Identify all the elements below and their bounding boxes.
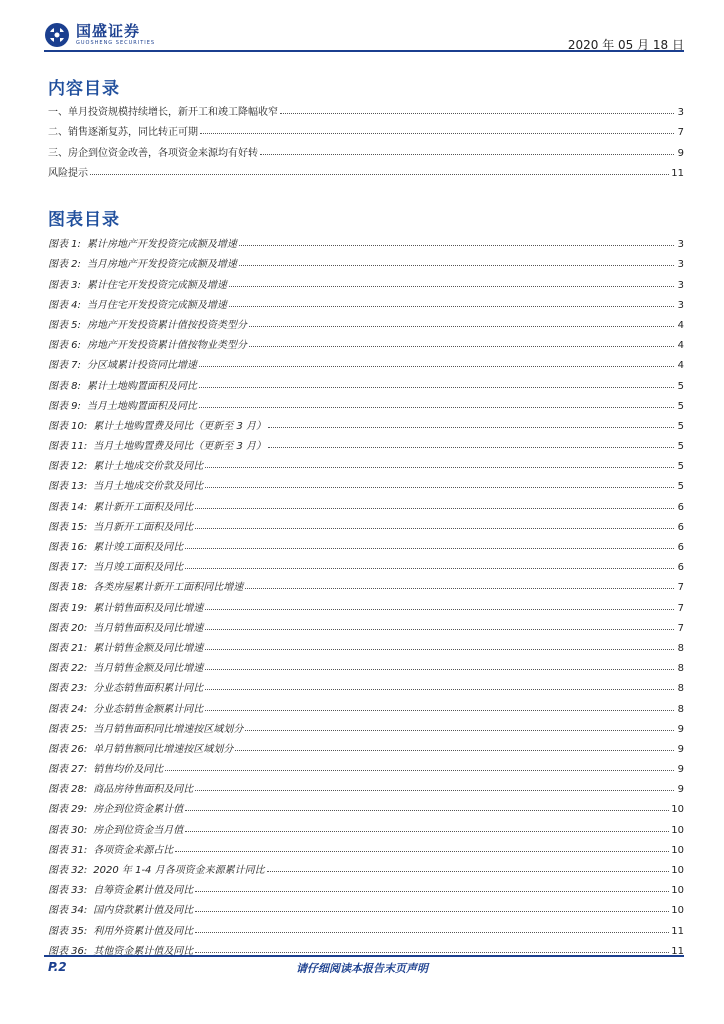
- toc-entry-label: [48, 619, 203, 634]
- toc-page-number: 10: [671, 885, 684, 897]
- brand-logo-icon: [44, 22, 70, 48]
- figure-number: 图表 25:: [48, 723, 88, 735]
- toc-entry-label: [48, 336, 247, 351]
- page-number: P.2: [48, 960, 67, 974]
- figure-number: 图表 34:: [48, 905, 88, 917]
- toc-page-number: 9: [677, 743, 684, 755]
- toc-entry-label: [48, 255, 237, 270]
- toc-row[interactable]: [48, 159, 684, 179]
- toc-row[interactable]: [48, 392, 684, 412]
- toc-entry-label: [48, 296, 227, 311]
- toc-row[interactable]: [48, 876, 684, 896]
- toc-page-number: 10: [671, 905, 684, 917]
- dot-leader: [235, 750, 674, 751]
- figure-number: 图表 18:: [48, 582, 88, 594]
- dot-leader: [185, 831, 669, 832]
- figure-title: 当月土地成交价款及同比: [93, 481, 204, 493]
- toc-row[interactable]: [48, 795, 684, 815]
- toc-entry-label: [48, 639, 203, 654]
- dot-leader: [195, 790, 674, 791]
- toc-page-number: 6: [677, 542, 684, 553]
- toc-entry-label: [48, 123, 198, 138]
- figure-title: 累计住宅开发投资完成额及增速: [86, 279, 227, 291]
- dot-leader: [249, 326, 674, 327]
- dot-leader: [199, 387, 674, 388]
- contents-heading: 内容目录: [48, 79, 120, 99]
- toc-entry-label: [48, 679, 203, 694]
- figure-title: 商品房待售面积及同比: [93, 784, 194, 796]
- figure-title: 分区域累计投资同比增速: [86, 360, 197, 372]
- toc-page-number: 7: [677, 127, 684, 139]
- figure-title: 当月土地购置面积及同比: [86, 400, 197, 412]
- dot-leader: [195, 891, 669, 892]
- toc-page-number: 9: [677, 764, 684, 776]
- toc-entry-label: [48, 397, 197, 412]
- dot-leader: [200, 133, 674, 134]
- figure-number: 图表 32:: [48, 865, 88, 876]
- toc-row[interactable]: [48, 937, 684, 957]
- figure-title: 累计销售金额及同比增速: [93, 642, 204, 654]
- figures-heading: 图表目录: [48, 210, 120, 230]
- contents-entry-title: 三、房企到位资金改善，各项资金来源均有好转: [48, 147, 258, 159]
- toc-row[interactable]: [48, 856, 684, 876]
- toc-row[interactable]: [48, 916, 684, 936]
- toc-entry-label: [48, 518, 193, 533]
- toc-entry-label: [48, 740, 233, 755]
- toc-row[interactable]: [48, 735, 684, 755]
- figure-number: 图表 28:: [48, 784, 88, 796]
- dot-leader: [205, 669, 674, 670]
- page-header: [44, 18, 684, 52]
- toc-row[interactable]: [48, 533, 684, 553]
- toc-row[interactable]: [48, 634, 684, 654]
- figure-number: 图表 29:: [48, 804, 88, 816]
- toc-row[interactable]: [48, 492, 684, 512]
- toc-page-number: 5: [677, 420, 684, 432]
- toc-page-number: 11: [671, 945, 684, 957]
- toc-page-number: 6: [677, 501, 684, 513]
- toc-page-number: 9: [677, 784, 684, 796]
- figure-number: 图表 36:: [48, 945, 88, 957]
- toc-page-number: 3: [677, 259, 684, 271]
- dot-leader: [205, 609, 674, 610]
- figure-number: 图表 20:: [48, 622, 88, 634]
- toc-row[interactable]: [48, 270, 684, 290]
- toc-page-number: 5: [677, 380, 684, 392]
- toc-row[interactable]: [48, 230, 684, 250]
- contents-entry-title: 一、单月投资规模持续增长，新开工和竣工降幅收窄: [48, 107, 278, 119]
- figure-number: 图表 33:: [48, 885, 88, 897]
- dot-leader: [229, 286, 674, 287]
- dot-leader: [195, 932, 669, 933]
- figure-title: 房企到位资金当月值: [93, 824, 184, 836]
- figure-number: 图表 12:: [48, 461, 88, 473]
- toc-page-number: 3: [677, 107, 684, 119]
- figure-title: 当月新开工面积及同比: [93, 521, 194, 533]
- dot-leader: [199, 407, 674, 408]
- footer-divider: [44, 955, 684, 957]
- toc-entry-label: [48, 760, 163, 775]
- figure-title: 分业态销售金额累计同比: [93, 703, 204, 715]
- disclaimer-note: 请仔细阅读本报告末页声明: [296, 962, 428, 975]
- toc-entry-label: [48, 841, 173, 856]
- figure-title: 各项资金来源占比: [93, 844, 174, 856]
- toc-row[interactable]: [48, 553, 684, 573]
- figure-title: 当月土地购置费及同比（更新至 3 月）: [93, 441, 267, 453]
- figure-number: 图表 31:: [48, 844, 88, 856]
- toc-page-number: 5: [677, 461, 684, 473]
- figure-number: 图表 27:: [48, 764, 88, 776]
- toc-page-number: 9: [677, 147, 684, 159]
- figure-number: 图表 15:: [48, 521, 88, 533]
- toc-entry-label: [48, 800, 183, 815]
- figure-number: 图表 26:: [48, 743, 88, 755]
- toc-page-number: 3: [677, 239, 684, 251]
- figures-list: [48, 230, 684, 957]
- figure-title: 累计土地成交价款及同比: [93, 461, 204, 473]
- dot-leader: [199, 366, 674, 367]
- toc-page-number: 11: [671, 925, 684, 937]
- dot-leader: [205, 629, 674, 630]
- figure-title: 累计竣工面积及同比: [93, 542, 184, 553]
- toc-page-number: 10: [671, 865, 684, 876]
- toc-row[interactable]: [48, 98, 684, 118]
- toc-row[interactable]: [48, 250, 684, 270]
- dot-leader: [229, 306, 674, 307]
- toc-page-number: 4: [677, 360, 684, 372]
- toc-row[interactable]: [48, 513, 684, 533]
- figure-title: 累计土地购置面积及同比: [86, 380, 197, 392]
- toc-page-number: 7: [677, 582, 684, 594]
- toc-row[interactable]: [48, 311, 684, 331]
- dot-leader: [195, 508, 674, 509]
- toc-row[interactable]: [48, 291, 684, 311]
- figure-number: 图表 8:: [48, 380, 81, 392]
- dot-leader: [268, 427, 674, 428]
- dot-leader: [239, 245, 674, 246]
- toc-page-number: 6: [677, 562, 684, 574]
- toc-entry-label: [48, 235, 237, 250]
- dot-leader: [239, 265, 674, 266]
- toc-page-number: 10: [671, 844, 684, 856]
- figure-title: 当月销售金额及同比增速: [93, 663, 204, 675]
- brand-logo: [44, 22, 155, 48]
- toc-row[interactable]: [48, 593, 684, 613]
- toc-row[interactable]: [48, 755, 684, 775]
- figure-title: 累计销售面积及同比增速: [93, 602, 204, 614]
- figure-number: 图表 23:: [48, 683, 88, 695]
- dot-leader: [185, 810, 669, 811]
- figure-title: 分业态销售面积累计同比: [93, 683, 204, 695]
- figure-number: 图表 21:: [48, 642, 88, 654]
- figure-title: 房企到位资金累计值: [93, 804, 184, 816]
- toc-entry-label: [48, 599, 203, 614]
- figure-number: 图表 24:: [48, 703, 88, 715]
- toc-entry-label: [48, 861, 265, 876]
- toc-page-number: 3: [677, 299, 684, 311]
- figure-title: 累计新开工面积及同比: [93, 501, 194, 513]
- toc-entry-label: [48, 356, 197, 371]
- toc-entry-label: [48, 144, 258, 159]
- figure-title: 销售均价及同比: [93, 764, 164, 776]
- dot-leader: [205, 689, 674, 690]
- report-date: 2020 年 05 月 18 日: [567, 38, 684, 52]
- figure-number: 图表 14:: [48, 501, 88, 513]
- toc-page-number: 4: [677, 340, 684, 352]
- dot-leader: [280, 113, 674, 114]
- figure-title: 利用外资累计值及同比: [93, 925, 194, 937]
- figure-number: 图表 16:: [48, 542, 88, 553]
- figure-title: 其他资金累计值及同比: [93, 945, 194, 957]
- toc-entry-label: [48, 164, 88, 179]
- dot-leader: [245, 730, 674, 731]
- figure-number: 图表 22:: [48, 663, 88, 675]
- dot-leader: [245, 588, 674, 589]
- toc-row[interactable]: [48, 694, 684, 714]
- toc-page-number: 7: [677, 602, 684, 614]
- dot-leader: [205, 487, 674, 488]
- toc-entry-label: [48, 377, 197, 392]
- dot-leader: [249, 346, 674, 347]
- figure-title: 各类房屋累计新开工面积同比增速: [93, 582, 244, 594]
- toc-row[interactable]: [48, 371, 684, 391]
- dot-leader: [175, 851, 669, 852]
- dot-leader: [195, 911, 669, 912]
- dot-leader: [205, 467, 674, 468]
- header-divider: [44, 50, 684, 52]
- figure-number: 图表 1:: [48, 239, 81, 251]
- figure-title: 2020 年 1-4 月各项资金来源累计同比: [93, 865, 265, 876]
- figure-title: 房地产开发投资累计值按物业类型分: [86, 340, 247, 352]
- toc-row[interactable]: [48, 412, 684, 432]
- toc-entry-label: [48, 578, 243, 593]
- figure-title: 当月竣工面积及同比: [93, 562, 184, 574]
- toc-row[interactable]: [48, 674, 684, 694]
- toc-entry-label: [48, 417, 266, 432]
- toc-entry-label: [48, 538, 183, 553]
- toc-page-number: 5: [677, 400, 684, 412]
- toc-entry-label: [48, 276, 227, 291]
- toc-entry-label: [48, 457, 203, 472]
- toc-row[interactable]: [48, 118, 684, 138]
- toc-row[interactable]: [48, 896, 684, 916]
- figure-number: 图表 11:: [48, 441, 88, 453]
- dot-leader: [165, 770, 674, 771]
- toc-row[interactable]: [48, 715, 684, 735]
- contents-entry-title: 风险提示: [48, 167, 88, 179]
- toc-row[interactable]: [48, 472, 684, 492]
- brand-name-en: GUOSHENG SECURITIES: [76, 40, 156, 46]
- toc-row[interactable]: [48, 452, 684, 472]
- toc-page-number: 8: [677, 703, 684, 715]
- toc-page-number: 8: [677, 683, 684, 695]
- toc-entry-label: [48, 720, 243, 735]
- toc-page-number: 3: [677, 279, 684, 291]
- toc-entry-label: [48, 659, 203, 674]
- toc-entry-label: [48, 316, 247, 331]
- toc-entry-label: [48, 558, 183, 573]
- toc-entry-label: [48, 103, 278, 118]
- figure-title: 当月销售面积同比增速按区域划分: [93, 723, 244, 735]
- dot-leader: [260, 154, 674, 155]
- toc-entry-label: [48, 901, 193, 916]
- toc-page-number: 9: [677, 723, 684, 735]
- figure-title: 自筹资金累计值及同比: [93, 885, 194, 897]
- toc-entry-label: [48, 437, 266, 452]
- toc-entry-label: [48, 700, 203, 715]
- toc-page-number: 4: [677, 319, 684, 331]
- figure-number: 图表 17:: [48, 562, 88, 574]
- figure-title: 累计房地产开发投资完成额及增速: [86, 239, 237, 251]
- figure-title: 房地产开发投资累计值按投资类型分: [86, 319, 247, 331]
- figure-title: 累计土地购置费及同比（更新至 3 月）: [93, 420, 267, 432]
- dot-leader: [90, 174, 669, 175]
- toc-page-number: 6: [677, 521, 684, 533]
- figure-number: 图表 3:: [48, 279, 81, 291]
- figure-number: 图表 5:: [48, 319, 81, 331]
- toc-page-number: 10: [671, 804, 684, 816]
- toc-entry-label: [48, 498, 193, 513]
- toc-row[interactable]: [48, 351, 684, 371]
- toc-entry-label: [48, 881, 193, 896]
- figure-number: 图表 10:: [48, 420, 88, 432]
- figure-number: 图表 19:: [48, 602, 88, 614]
- toc-entry-label: [48, 821, 183, 836]
- toc-page-number: 10: [671, 824, 684, 836]
- toc-entry-label: [48, 922, 193, 937]
- toc-row[interactable]: [48, 432, 684, 452]
- figure-number: 图表 6:: [48, 340, 81, 352]
- toc-row[interactable]: [48, 138, 684, 158]
- figure-title: 国内贷款累计值及同比: [93, 905, 194, 917]
- toc-page-number: 7: [677, 622, 684, 634]
- figure-title: 当月销售面积及同比增速: [93, 622, 204, 634]
- toc-entry-label: [48, 477, 203, 492]
- toc-row[interactable]: [48, 836, 684, 856]
- figure-title: 当月房地产开发投资完成额及增速: [86, 259, 237, 271]
- toc-page-number: 11: [671, 167, 684, 179]
- dot-leader: [205, 649, 674, 650]
- dot-leader: [195, 528, 674, 529]
- toc-entry-label: [48, 780, 193, 795]
- toc-row[interactable]: [48, 614, 684, 634]
- dot-leader: [205, 710, 674, 711]
- brand-name-cn: 国盛证券: [76, 22, 141, 40]
- dot-leader: [185, 548, 674, 549]
- figure-title: 当月住宅开发投资完成额及增速: [86, 299, 227, 311]
- figure-number: 图表 2:: [48, 259, 81, 271]
- toc-page-number: 5: [677, 441, 684, 453]
- figure-number: 图表 7:: [48, 360, 81, 372]
- toc-page-number: 8: [677, 642, 684, 654]
- contents-list: [48, 98, 684, 179]
- toc-row[interactable]: [48, 654, 684, 674]
- toc-row[interactable]: [48, 775, 684, 795]
- figure-number: 图表 9:: [48, 400, 81, 412]
- toc-page-number: 8: [677, 663, 684, 675]
- figure-number: 图表 30:: [48, 824, 88, 836]
- dot-leader: [268, 447, 674, 448]
- toc-row[interactable]: [48, 331, 684, 351]
- toc-page-number: 5: [677, 481, 684, 493]
- figure-title: 单月销售额同比增速按区域划分: [93, 743, 234, 755]
- figure-number: 图表 13:: [48, 481, 88, 493]
- contents-entry-title: 二、销售逐渐复苏，同比转正可期: [48, 127, 198, 139]
- figure-number: 图表 4:: [48, 299, 81, 311]
- dot-leader: [185, 568, 674, 569]
- toc-row[interactable]: [48, 573, 684, 593]
- dot-leader: [195, 952, 669, 953]
- figure-number: 图表 35:: [48, 925, 88, 937]
- dot-leader: [267, 871, 670, 872]
- toc-row[interactable]: [48, 815, 684, 835]
